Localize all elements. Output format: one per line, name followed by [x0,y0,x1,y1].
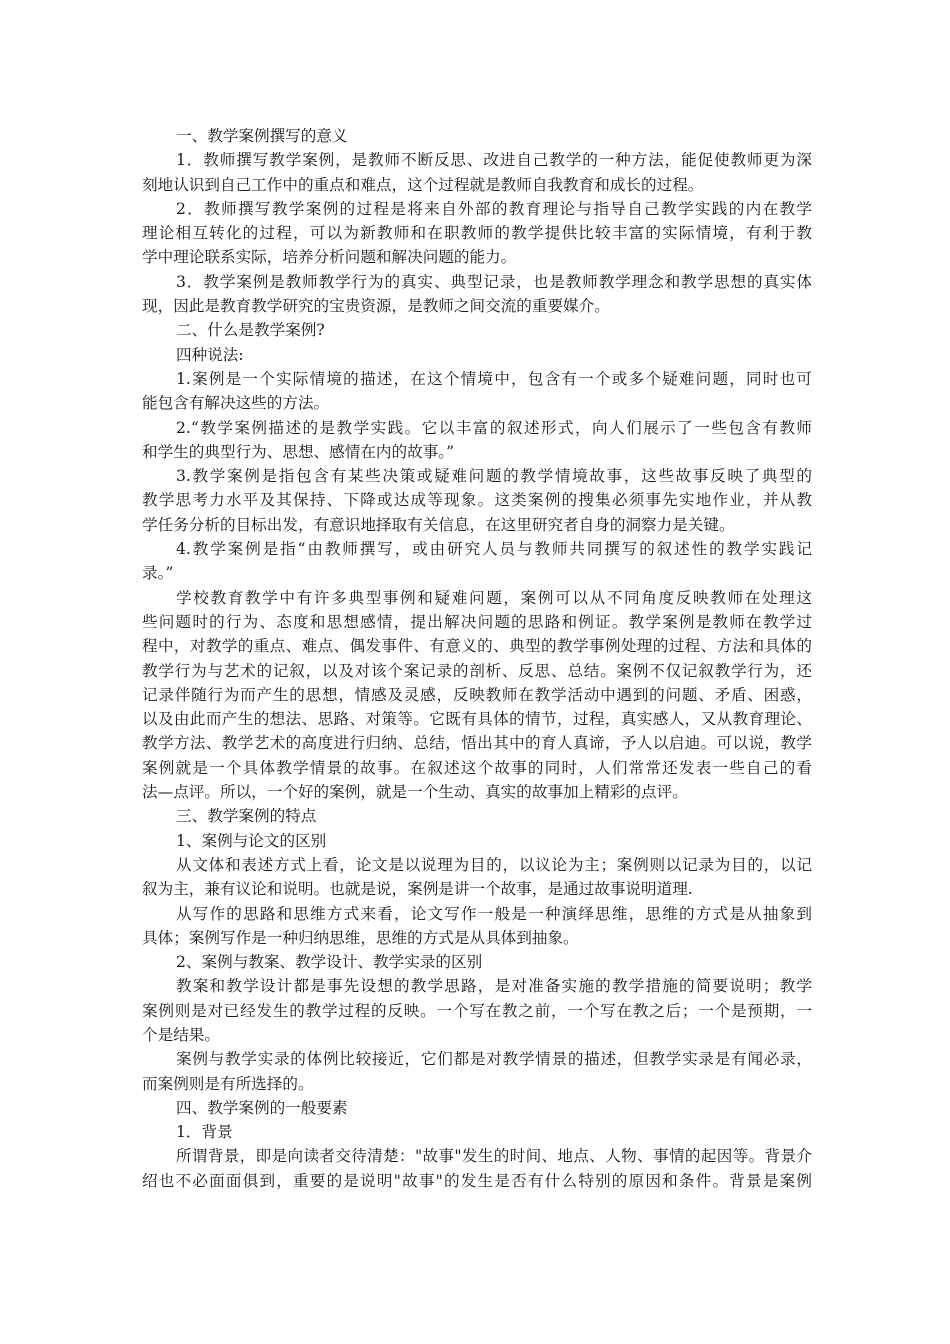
text-line: 从写作的思路和思维方式来看，论文写作一般是一种演绎思维，思维的方式是从抽象到 [176,904,812,923]
text-line: 教学思考力水平及其保持、下降或达成等现象。这类案例的搜集必须事先实地作业，并从教 [142,491,812,510]
text-line: 从文体和表述方式上看，论文是以说理为目的，以议论为主；案例则以记录为目的，以记 [176,855,812,874]
text-line: 教案和教学设计都是事先设想的教学思路，是对准备实施的教学措施的简要说明；教学 [176,977,812,996]
text-line: 刻地认识到自己工作中的重点和难点，这个过程就是教师自我教育和成长的过程。 [142,175,704,194]
text-line: 案例与教学实录的体例比较接近，它们都是对教学情景的描述，但教学实录是有闻必录， [176,1050,812,1069]
text-line: 而案例则是有所选择的。 [142,1074,314,1093]
text-line: 绍也不必面面俱到，重要的是说明"故事"的发生是否有什么特别的原因和条件。背景是案例 [142,1171,812,1190]
text-line: 个是结果。 [142,1025,220,1044]
text-line: 法—点评。所以，一个好的案例，就是一个生动、真实的故事加上精彩的点评。 [142,783,688,802]
text-line: 1．背景 [176,1123,233,1142]
text-line: 教学行为与艺术的记叙，以及对该个案记录的剖析、反思、总结。案例不仅记叙教学行为，还 [142,661,812,680]
text-line: 2.“教学案例描述的是教学实践。它以丰富的叙述形式，向人们展示了一些包含有教师 [176,418,812,437]
text-line: 叙为主，兼有议论和说明。也就是说，案例是讲一个故事，是通过故事说明道理. [142,880,693,899]
text-line: 教学方法、教学艺术的高度进行归纳、总结，悟出其中的育人真谛，予人以启迪。可以说，教学 [142,734,812,753]
text-line: 现，因此是教育教学研究的宝贵资源，是教师之间交流的重要媒介。 [142,297,610,316]
text-line: 4.教学案例是指“由教师撰写，或由研究人员与教师共同撰写的叙述性的教学实践记 [176,540,812,559]
text-line: 三、教学案例的特点 [176,807,317,826]
text-line: 程中，对教学的重点、难点、偶发事件、有意义的、典型的教学事例处理的过程、方法和具体的 [142,637,812,656]
text-line: 1.案例是一个实际情境的描述，在这个情境中，包含有一个或多个疑难问题，同时也可 [176,369,812,388]
text-line: 四、教学案例的一般要素 [176,1098,348,1117]
text-line: 一、教学案例撰写的意义 [176,127,348,145]
text-line: 案例则是对已经发生的教学过程的反映。一个写在教之前，一个写在教之后；一个是预期，一 [142,1001,812,1020]
text-line: 记录伴随行为而产生的思想，情感及灵感，反映教师在教学活动中遇到的问题、矛盾、困惑， [142,685,812,704]
text-line: 学中理论联系实际，培养分析问题和解决问题的能力。 [142,248,517,267]
text-line: 录。” [142,564,174,583]
text-line: 二、什么是教学案例? [176,321,325,340]
text-line: 3．教学案例是教师教学行为的真实、典型记录，也是教师教学理念和教学思想的真实体 [176,272,812,291]
text-line: 1、案例与论文的区别 [176,831,327,850]
text-line: 案例就是一个具体教学情景的故事。在叙述这个故事的同时，人们常常还发表一些自己的看 [142,758,812,777]
text-line: 2．教师撰写教学案例的过程是将来自外部的教育理论与指导自己教学实践的内在教学 [176,199,812,218]
text-line: 3.教学案例是指包含有某些决策或疑难问题的教学情境故事，这些故事反映了典型的 [176,467,812,486]
text-line: 2、案例与教案、教学设计、教学实录的区别 [176,953,483,972]
document-body [142,124,812,1193]
text-line: 四种说法: [176,345,244,364]
text-line: 以及由此而产生的想法、思路、对策等。它既有具体的情节，过程，真实感人，又从教育理论、 [142,710,812,729]
text-line: 1．教师撰写教学案例，是教师不断反思、改进自己教学的一种方法，能促使教师更为深 [176,151,812,170]
text-line: 理论相互转化的过程，可以为新教师和在职教师的教学提供比较丰富的实际情境，有利于教 [142,224,812,243]
text-line: 和学生的典型行为、思想、感情在内的故事。” [142,442,455,461]
text-line: 些问题时的行为、态度和思想感情，提出解决问题的思路和例证。教学案例是教师在教学过 [142,612,812,631]
text-line: 所谓背景，即是向读者交待清楚："故事"发生的时间、地点、人物、事情的起因等。背景介 [176,1147,812,1166]
text-line: 学任务分析的目标出发，有意识地择取有关信息，在这里研究者自身的洞察力是关键。 [142,515,735,534]
text-line: 学校教育教学中有许多典型事例和疑难问题，案例可以从不同角度反映教师在处理这 [176,588,812,607]
text-line: 具体；案例写作是一种归纳思维，思维的方式是从具体到抽象。 [142,928,579,947]
text-line: 能包含有解决这些的方法。 [142,394,330,413]
